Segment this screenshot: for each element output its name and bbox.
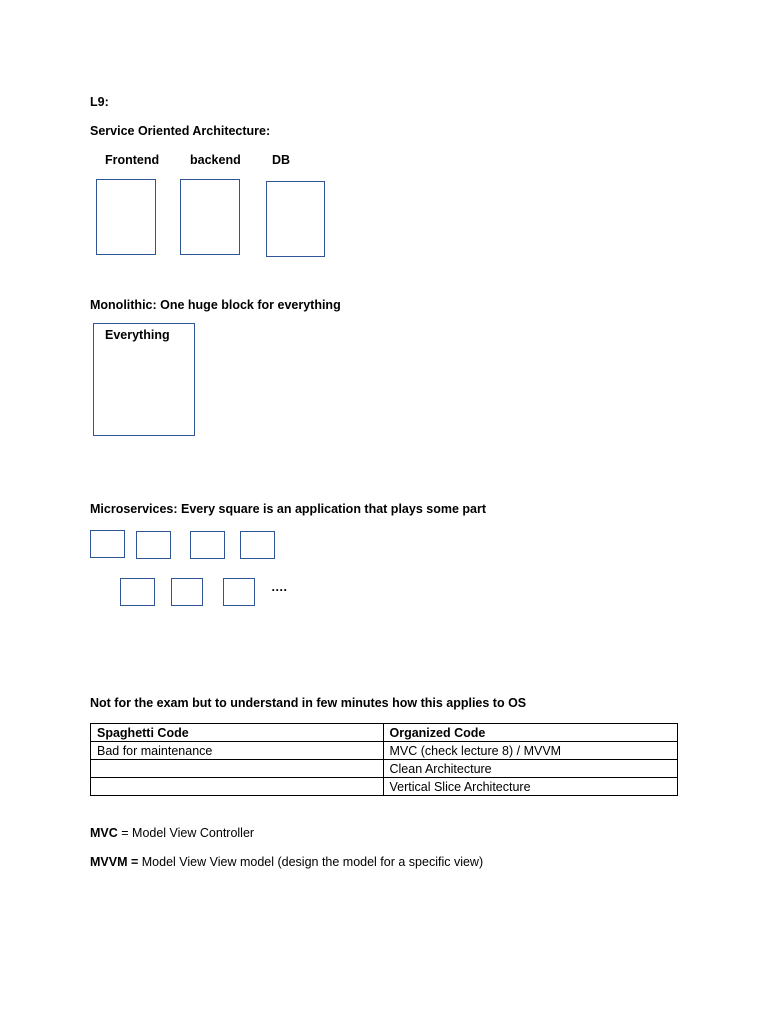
mvvm-definition xyxy=(90,855,483,869)
table-cell: Vertical Slice Architecture xyxy=(383,778,678,796)
microservice-box xyxy=(223,578,255,606)
monolith-box xyxy=(93,323,195,436)
db-box xyxy=(266,181,325,257)
microservice-box xyxy=(90,530,125,558)
soa-heading: Service Oriented Architecture: xyxy=(90,124,271,138)
table-row xyxy=(91,742,678,760)
microservice-box xyxy=(190,531,225,559)
table-cell: MVC (check lecture 8) / MVVM xyxy=(383,742,678,760)
table-header-row xyxy=(91,724,678,742)
mvvm-text: Model View View model (design the model for a specific view) xyxy=(138,855,484,869)
monolithic-heading: Monolithic: One huge block for everything xyxy=(90,298,341,312)
mvc-term: MVC xyxy=(90,826,118,840)
frontend-box xyxy=(96,179,156,255)
soa-label-backend: backend xyxy=(190,153,241,167)
table-row xyxy=(91,778,678,796)
soa-label-db: DB xyxy=(272,153,291,167)
mvc-text: = Model View Controller xyxy=(117,826,255,840)
microservice-box xyxy=(171,578,203,606)
lecture-label: L9: xyxy=(90,95,109,109)
mvvm-term: MVVM = xyxy=(90,855,139,869)
microservice-box xyxy=(120,578,155,606)
table-header-organized: Organized Code xyxy=(383,724,678,742)
exam-note: Not for the exam but to understand in few minutes how this applies to OS xyxy=(90,696,527,710)
table-cell xyxy=(91,760,384,778)
table-cell: Clean Architecture xyxy=(383,760,678,778)
code-comparison-table xyxy=(90,723,678,796)
table-cell xyxy=(91,778,384,796)
mvc-definition xyxy=(90,826,254,840)
backend-box xyxy=(180,179,240,255)
table-row xyxy=(91,760,678,778)
microservices-heading: Microservices: Every square is an application that plays some part xyxy=(90,502,486,516)
table-header-spaghetti: Spaghetti Code xyxy=(91,724,384,742)
table-cell: Bad for maintenance xyxy=(91,742,384,760)
soa-label-frontend: Frontend xyxy=(105,153,160,167)
microservice-box xyxy=(136,531,171,559)
microservices-ellipsis: …. xyxy=(271,580,287,594)
monolith-box-label: Everything xyxy=(105,328,170,342)
microservice-box xyxy=(240,531,275,559)
